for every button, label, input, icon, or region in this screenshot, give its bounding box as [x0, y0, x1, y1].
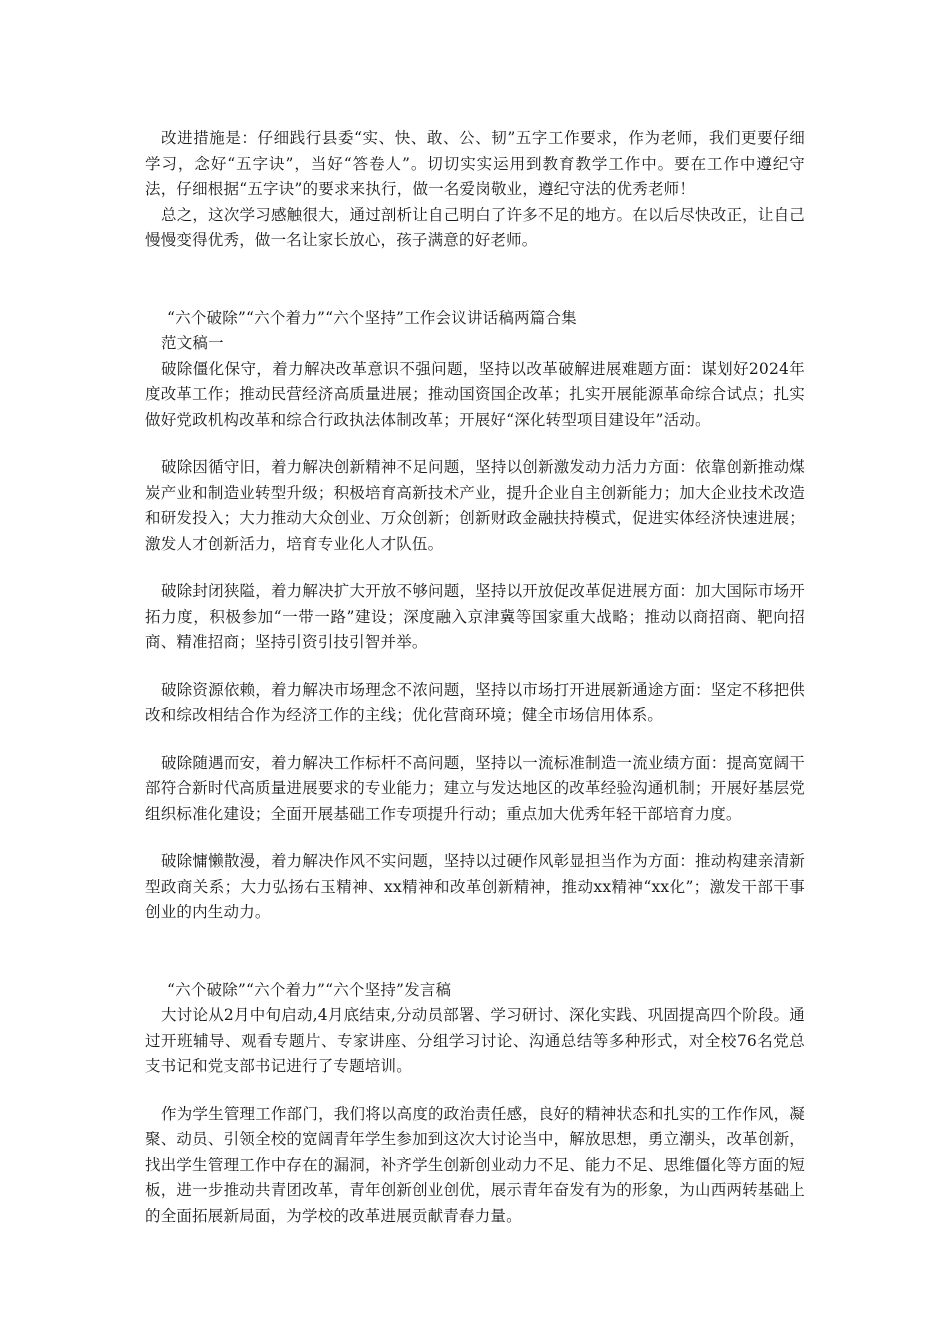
section-title: “六个破除”“六个着力”“六个坚持”发言稿	[167, 980, 452, 999]
paragraph: 改进措施是：仔细践行县委“实、快、敢、公、韧”五字工作要求，作为老师，我们更要仔细学习，念好“五字诀”，当好“答卷人”。切切实实运用到教育教学工作中。要在工作中遵纪守法，仔细根据“五字诀”的要求来执行，做一名爱岗敬业，遵纪守法的优秀老师！	[145, 129, 805, 198]
paragraph: 作为学生管理工作部门，我们将以高度的政治责任感，良好的精神状态和扎实的工作作风，凝聚、动员、引领全校的宽阔青年学生参加到这次大讨论当中，解放思想，勇立潮头，改革创新，找出学生管理工作中存在的漏洞，补齐学生创新创业动力不足、能力不足、思维僵化等方面的短板，进一步推动共青团改革，青年创新创业创优，展示青年奋发有为的形象，为山西两转基础上的全面拓展新局面，为学校的改革进展贡献青春力量。	[145, 1104, 805, 1225]
spacer	[145, 433, 805, 455]
paragraph: 破除僵化保守，着力解决改革意识不强问题，坚持以改革破解进展难题方面：谋划好2024年度改革工作；推动民营经济高质量进展；推动国资国企改革；扎实开展能源革命综合试点；扎实做好党政机构改革和综合行政执法体制改革；开展好“深化转型项目建设年”活动。	[145, 359, 805, 429]
paragraph: 大讨论从2月中旬启动,4月底结束,分动员部署、学习研讨、深化实践、巩固提高四个阶段。通过开班辅导、观看专题片、专家讲座、分组学习讨论、沟通总结等多种形式，对全校76名党总支书记和党支部书记进行了专题培训。	[145, 1006, 805, 1075]
spacer	[145, 729, 805, 751]
document-page	[145, 126, 805, 1229]
section-title: “六个破除”“六个着力”“六个坚持”工作会议讲话稿两篇合集	[167, 308, 577, 327]
spacer	[145, 656, 805, 678]
spacer	[145, 827, 805, 849]
paragraph: 破除封闭狭隘，着力解决扩大开放不够问题，坚持以开放促改革促进展方面：加大国际市场开拓力度，积极参加“一带一路”建设；深度融入京津冀等国家重大战略；推动以商招商、靶向招商、精准招商；坚持引资引技引智并举。	[145, 582, 805, 651]
spacer	[145, 926, 805, 978]
spacer	[145, 1080, 805, 1102]
section-subtitle: 范文稿一	[161, 334, 224, 352]
spacer	[145, 254, 805, 306]
paragraph: 破除慵懒散漫，着力解决作风不实问题，坚持以过硬作风彰显担当作为方面：推动构建亲清新型政商关系；大力弘扬右玉精神、xx精神和改革创新精神，推动xx精神“xx化”；激发干部干事创业的内生动力。	[145, 852, 805, 921]
paragraph: 破除因循守旧，着力解决创新精神不足问题，坚持以创新激发动力活力方面：依靠创新推动煤炭产业和制造业转型升级；积极培育高新技术产业，提升企业自主创新能力；加大企业技术改造和研发投入；大力推动大众创业、万众创新；创新财政金融扶持模式，促进实体经济快速进展；激发人才创新活力，培育专业化人才队伍。	[145, 458, 805, 553]
paragraph: 破除随遇而安，着力解决工作标杆不高问题，坚持以一流标准制造一流业绩方面：提高宽阔干部符合新时代高质量进展要求的专业能力；建立与发达地区的改革经验沟通机制；开展好基层党组织标准化建设；全面开展基础工作专项提升行动；重点加大优秀年轻干部培育力度。	[145, 753, 805, 823]
paragraph: 破除资源依赖，着力解决市场理念不浓问题，坚持以市场打开进展新通途方面：坚定不移把供改和综改相结合作为经济工作的主线；优化营商环境；健全市场信用体系。	[145, 680, 805, 724]
spacer	[145, 557, 805, 579]
paragraph: 总之，这次学习感触很大，通过剖析让自己明白了许多不足的地方。在以后尽快改正，让自己慢慢变得优秀，做一名让家长放心，孩子满意的好老师。	[145, 205, 805, 249]
